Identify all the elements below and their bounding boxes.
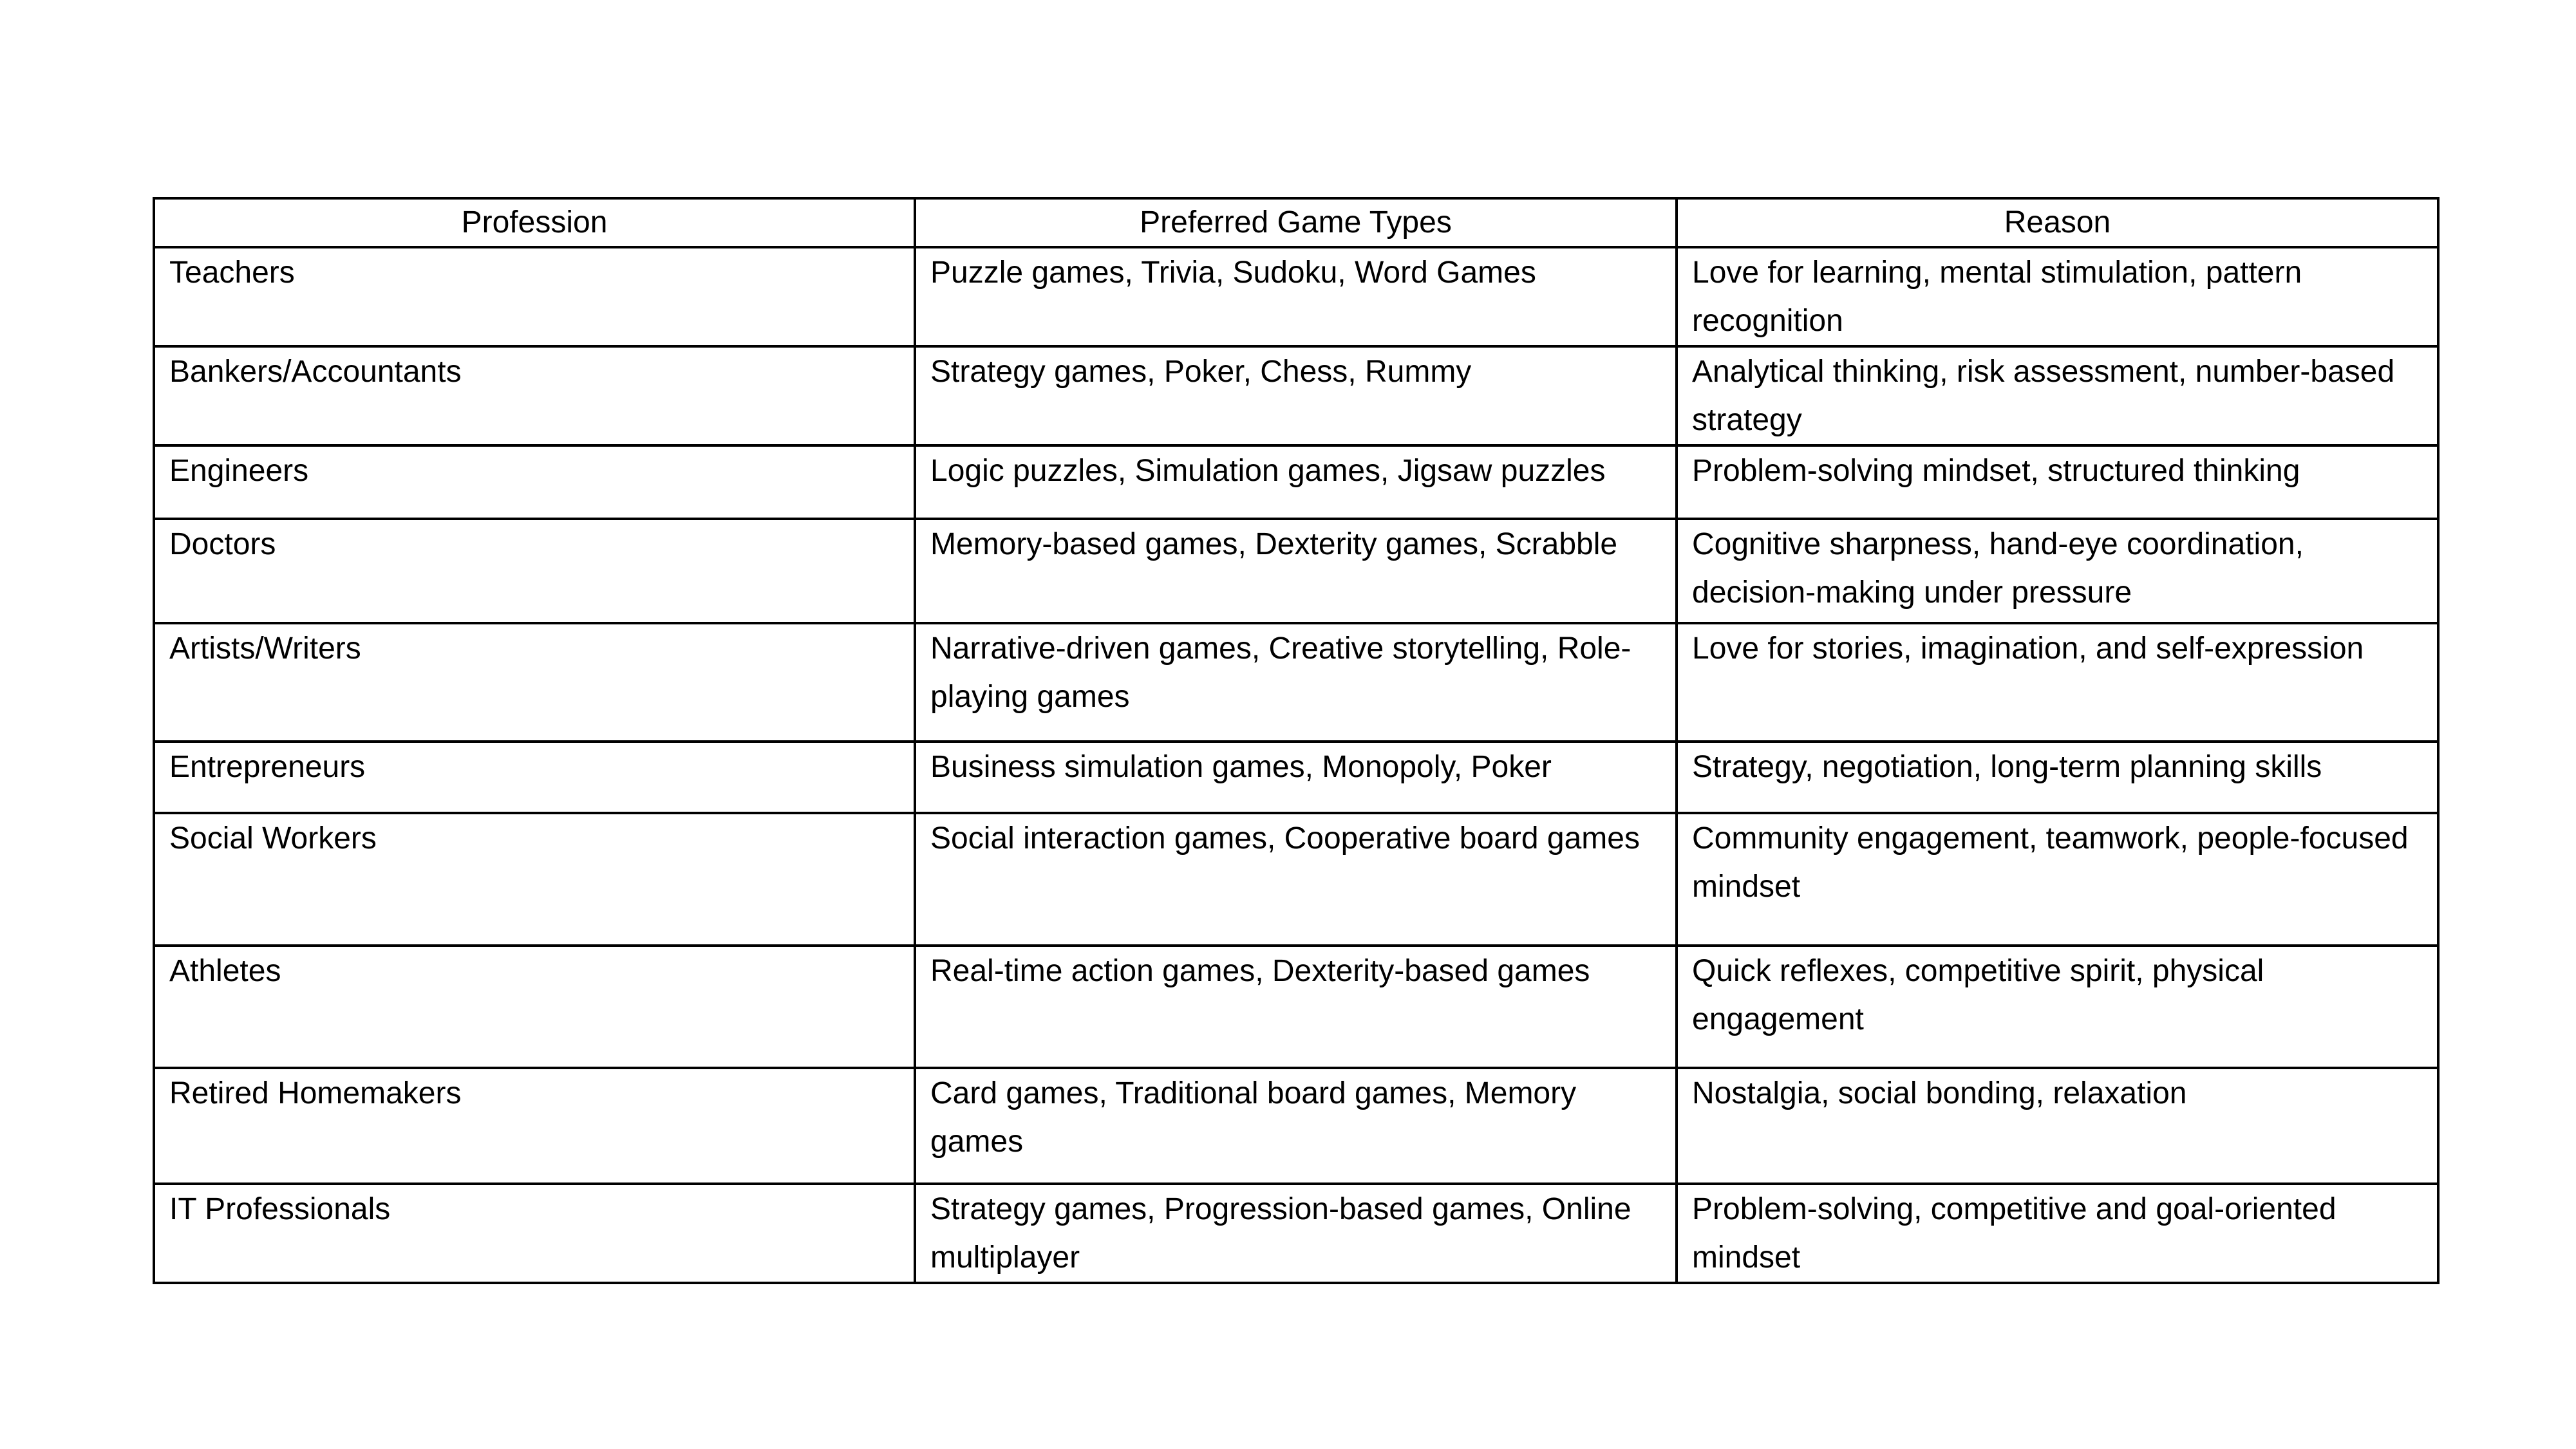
profession-cell: Artists/Writers — [154, 623, 915, 742]
profession-cell: Entrepreneurs — [154, 742, 915, 813]
game-types-cell: Real-time action games, Dexterity-based games — [915, 946, 1677, 1068]
reason-cell: Nostalgia, social bonding, relaxation — [1677, 1068, 2438, 1184]
reason-cell: Strategy, negotiation, long-term planning skills — [1677, 742, 2438, 813]
table-row — [154, 946, 2438, 1068]
profession-cell: Engineers — [154, 445, 915, 519]
table-header-row — [154, 198, 2438, 247]
reason-cell: Analytical thinking, risk assessment, number-based strategy — [1677, 346, 2438, 445]
profession-cell: Bankers/Accountants — [154, 346, 915, 445]
reason-cell: Cognitive sharpness, hand-eye coordination, decision-making under pressure — [1677, 519, 2438, 623]
game-types-cell: Social interaction games, Cooperative board games — [915, 813, 1677, 946]
profession-cell: Social Workers — [154, 813, 915, 946]
column-header-profession: Profession — [154, 198, 915, 247]
column-header-reason: Reason — [1677, 198, 2438, 247]
game-types-cell: Strategy games, Poker, Chess, Rummy — [915, 346, 1677, 445]
profession-cell: Doctors — [154, 519, 915, 623]
table-row — [154, 623, 2438, 742]
game-types-cell: Card games, Traditional board games, Memory games — [915, 1068, 1677, 1184]
table-row — [154, 813, 2438, 946]
game-types-cell: Business simulation games, Monopoly, Poker — [915, 742, 1677, 813]
game-types-cell: Puzzle games, Trivia, Sudoku, Word Games — [915, 247, 1677, 346]
profession-cell: IT Professionals — [154, 1184, 915, 1283]
game-types-cell: Memory-based games, Dexterity games, Scrabble — [915, 519, 1677, 623]
table-row — [154, 1068, 2438, 1184]
game-types-cell: Strategy games, Progression-based games, Online multiplayer — [915, 1184, 1677, 1283]
reason-cell: Quick reflexes, competitive spirit, physical engagement — [1677, 946, 2438, 1068]
column-header-game-types: Preferred Game Types — [915, 198, 1677, 247]
reason-cell: Problem-solving, competitive and goal-oriented mindset — [1677, 1184, 2438, 1283]
table-row — [154, 519, 2438, 623]
profession-games-table — [153, 197, 2440, 1284]
profession-cell: Athletes — [154, 946, 915, 1068]
game-types-cell: Logic puzzles, Simulation games, Jigsaw puzzles — [915, 445, 1677, 519]
reason-cell: Community engagement, teamwork, people-focused mindset — [1677, 813, 2438, 946]
table-row — [154, 742, 2438, 813]
table-row — [154, 1184, 2438, 1283]
profession-cell: Teachers — [154, 247, 915, 346]
profession-cell: Retired Homemakers — [154, 1068, 915, 1184]
game-types-cell: Narrative-driven games, Creative storytelling, Role-playing games — [915, 623, 1677, 742]
table-row — [154, 247, 2438, 346]
reason-cell: Love for learning, mental stimulation, pattern recognition — [1677, 247, 2438, 346]
reason-cell: Problem-solving mindset, structured thinking — [1677, 445, 2438, 519]
table-row — [154, 346, 2438, 445]
reason-cell: Love for stories, imagination, and self-expression — [1677, 623, 2438, 742]
table-row — [154, 445, 2438, 519]
